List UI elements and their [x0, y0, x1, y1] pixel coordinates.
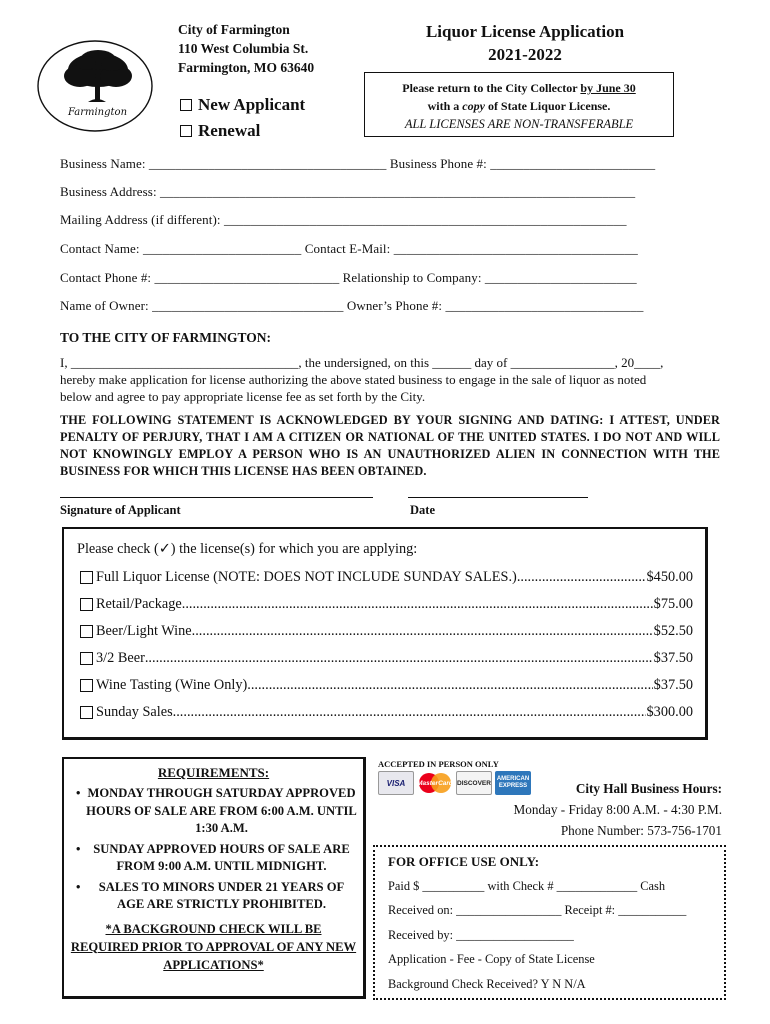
city-hall-hours [470, 778, 722, 841]
license-selection-heading: Please check (✓) the license(s) for which you are applying: [77, 541, 418, 557]
dot-leader [173, 704, 646, 721]
renewal-option[interactable] [180, 118, 305, 144]
license-price: $450.00 [646, 569, 693, 585]
license-price: $52.50 [653, 623, 693, 639]
signature-label: Signature of Applicant [60, 503, 181, 517]
requirement-item: • MONDAY THROUGH SATURDAY APPROVED HOURS OF SALE ARE FROM 6:00 A.M. UNTIL 1:30 A.M. [64, 785, 363, 838]
background-check-note: *A BACKGROUND CHECK WILL BE REQUIRED PRIOR TO APPROVAL OF ANY NEW APPLICATIONS* [70, 921, 357, 972]
contact-phone-relationship-field[interactable]: Contact Phone #: ____________________________ Relationship to Company: _______________________ [60, 270, 637, 285]
requirements-list [64, 785, 363, 914]
mailing-address-field[interactable]: Mailing Address (if different): _____________________________________________________________ [60, 212, 627, 227]
sunday-sales-checkbox[interactable] [80, 706, 93, 719]
renewal-label: Renewal [198, 121, 261, 140]
declaration-line2: hereby make application for license authorizing the above stated business to engage in the sale of liquor as noted [60, 372, 647, 387]
logo-script: Farmington [68, 107, 128, 118]
date-line[interactable] [408, 497, 588, 498]
hours-days: Monday - Friday 8:00 A.M. - 4:30 P.M. [513, 802, 722, 817]
license-option-retail-package[interactable] [80, 596, 693, 613]
requirement-item: • SUNDAY APPROVED HOURS OF SALE ARE FROM 9:00 A.M. UNTIL MIDNIGHT. [64, 841, 363, 876]
date-label: Date [410, 503, 435, 517]
declaration-heading: TO THE CITY OF FARMINGTON: [60, 330, 272, 345]
requirements-box [62, 757, 366, 999]
license-option-sunday-sales[interactable] [80, 704, 693, 721]
return-notice-line2: with a copy of State Liquor License. [427, 99, 611, 113]
declaration-line3: below and agree to pay appropriate license fee as set forth by the City. [60, 389, 426, 404]
license-label: Wine Tasting (Wine Only) [96, 677, 248, 693]
retail-package-checkbox[interactable] [80, 598, 93, 611]
dot-leader [182, 596, 653, 613]
city-street: 110 West Columbia St. [178, 41, 309, 56]
license-option-wine-tasting[interactable] [80, 677, 693, 694]
american-express-icon: AMERICAN EXPRESS [495, 771, 531, 795]
city-logo [36, 38, 154, 134]
office-use-title: FOR OFFICE USE ONLY: [388, 854, 540, 869]
office-received-by-row: Received by: ___________________ [388, 927, 574, 942]
office-application-row: Application - Fee - Copy of State License [388, 952, 595, 966]
license-label: 3/2 Beer [96, 650, 145, 666]
beer-light-wine-checkbox[interactable] [80, 625, 93, 638]
license-label: Sunday Sales [96, 704, 173, 720]
dot-leader [247, 677, 652, 694]
license-label: Full Liquor License (NOTE: DOES NOT INCLUDE SUNDAY SALES.) [96, 569, 517, 585]
new-applicant-checkbox[interactable] [180, 99, 192, 111]
applicant-type-options [180, 92, 305, 144]
license-option-3-2-beer[interactable] [80, 650, 693, 667]
attestation-statement: THE FOLLOWING STATEMENT IS ACKNOWLEDGED BY YOUR SIGNING AND DATING: I ATTEST, UNDER PENALTY OF PERJURY, THAT I AM A CITIZEN OR NATIONAL OF THE UNITED STATES. I DO NOT AND WILL NOT KNOWINGLY EMPLOY A PERSON WHO IS AN UNAUTHORIZED ALIEN IN CONNECTION WITH THE BUSINESS FOR WHICH THIS LICENSE HAS BEEN OBTAINED. [60, 413, 720, 478]
form-title: Liquor License Application [425, 22, 625, 41]
form-title-block [380, 20, 670, 66]
license-label: Beer/Light Wine [96, 623, 192, 639]
license-price: $37.50 [653, 677, 693, 693]
form-years: 2021-2022 [488, 45, 562, 64]
non-transferable-notice: ALL LICENSES ARE NON-TRANSFERABLE [404, 117, 634, 131]
office-background-check-row: Background Check Received? Y N N/A [388, 976, 586, 991]
dot-leader [145, 650, 653, 667]
owner-name-phone-field[interactable]: Name of Owner: _____________________________ Owner’s Phone #: ______________________________ [60, 298, 644, 313]
new-applicant-option[interactable] [180, 92, 305, 118]
dot-leader [517, 569, 646, 586]
signature-line[interactable] [60, 497, 373, 498]
visa-icon: VISA [378, 771, 414, 795]
return-notice-line1: Please return to the City Collector by June 30 [402, 81, 636, 95]
business-name-field[interactable]: Business Name: ____________________________________ Business Phone #: _________________________ [60, 156, 656, 171]
full-liquor-checkbox[interactable] [80, 571, 93, 584]
city-state-zip: Farmington, MO 63640 [178, 60, 315, 75]
contact-name-email-field[interactable]: Contact Name: ________________________ Contact E-Mail: _____________________________________ [60, 241, 638, 256]
city-name: City of Farmington [178, 22, 290, 37]
office-use-box [373, 845, 726, 1000]
office-received-on-row: Received on: _________________ Receipt #: ___________ [388, 903, 687, 917]
wine-tasting-checkbox[interactable] [80, 679, 93, 692]
declaration-line1[interactable]: I, ___________________________________, the undersigned, on this ______ day of ________________, 20____, [60, 355, 664, 370]
hours-title: City Hall Business Hours: [575, 781, 722, 796]
accepted-in-person-label: ACCEPTED IN PERSON ONLY [378, 759, 499, 769]
new-applicant-label: New Applicant [198, 95, 306, 114]
three-two-beer-checkbox[interactable] [80, 652, 93, 665]
license-label: Retail/Package [96, 596, 182, 612]
mastercard-icon: MasterCard [417, 771, 453, 795]
office-paid-row: Paid $ __________ with Check # _____________ Cash [388, 878, 666, 893]
declaration-paragraph [60, 354, 720, 405]
license-selection-box [62, 527, 708, 740]
license-option-beer-light-wine[interactable] [80, 623, 693, 640]
license-price: $75.00 [653, 596, 693, 612]
renewal-checkbox[interactable] [180, 125, 192, 137]
requirements-title: REQUIREMENTS: [157, 765, 270, 780]
license-option-full-liquor[interactable] [80, 569, 693, 586]
city-address-block [178, 20, 314, 77]
requirement-item: • SALES TO MINORS UNDER 21 YEARS OF AGE ARE STRICTLY PROHIBITED. [64, 879, 363, 914]
business-address-field[interactable]: Business Address: ________________________________________________________________________ [60, 184, 636, 199]
hours-phone: Phone Number: 573-756-1701 [560, 823, 722, 838]
license-price: $37.50 [653, 650, 693, 666]
return-notice-box [364, 72, 674, 137]
dot-leader [192, 623, 653, 640]
license-price: $300.00 [646, 704, 693, 720]
discover-icon: DISCOVER [456, 771, 492, 795]
